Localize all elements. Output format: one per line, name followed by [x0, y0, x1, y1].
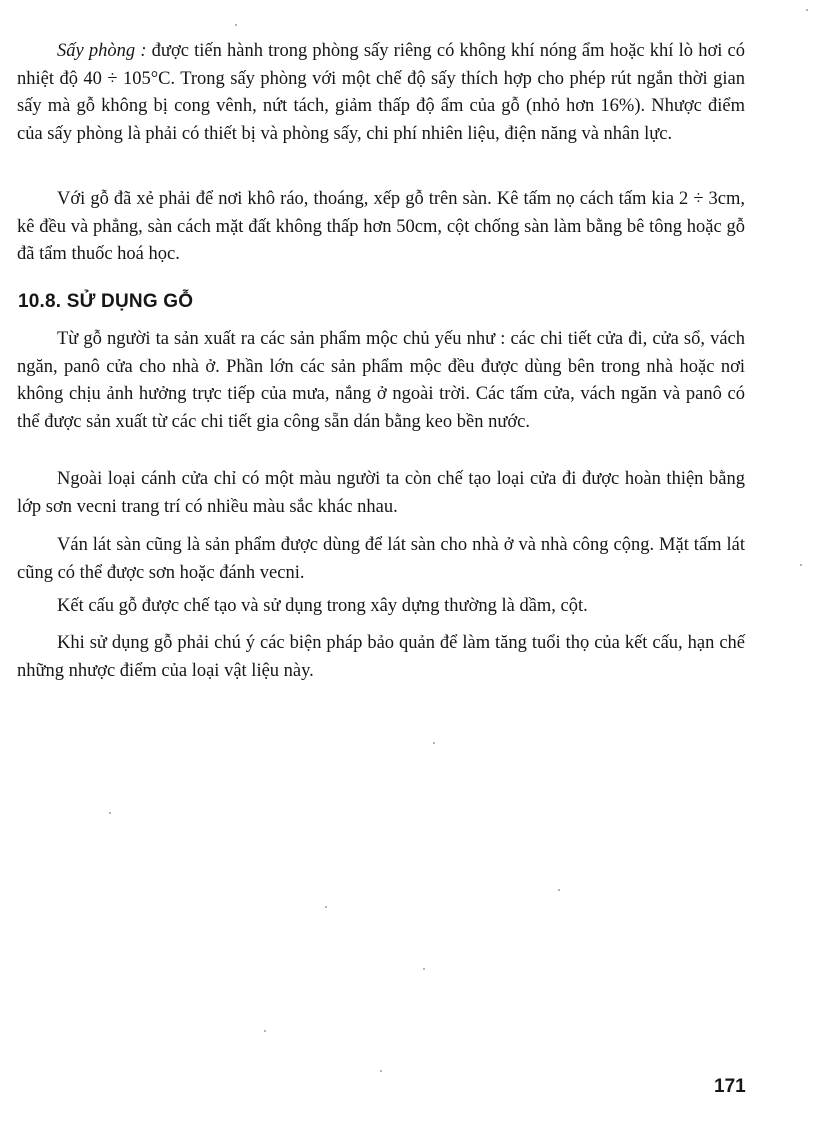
scan-speck — [109, 812, 111, 814]
scan-speck — [264, 1030, 266, 1032]
section-paragraph: Kết cấu gỗ được chế tạo và sử dụng trong xây dựng thường là dầm, cột. — [57, 596, 588, 616]
section-heading: 10.8. SỬ DỤNG GỖ — [18, 291, 194, 312]
section-paragraph: Từ gỗ người ta sản xuất ra các sản phẩm mộc chủ yếu như : các chi tiết cửa đi, cửa sổ, vách ngăn, panô cửa cho nhà ở. Phần lớn các sản phẩm mộc đều được dùng bên trong nhà hoặc nơi không chịu ảnh hưởng trực tiếp của mưa, nắng ở ngoài trời. Các tấm cửa, vách ngăn và panô có thể được sản xuất từ các chi tiết gia công sẵn dán bằng keo bền nước. — [17, 329, 745, 432]
section-paragraph: Ván lát sàn cũng là sản phẩm được dùng để lát sàn cho nhà ở và nhà công cộng. Mặt tấm lát cũng có thể được sơn hoặc đánh vecni. — [17, 535, 745, 583]
section-paragraph: Khi sử dụng gỗ phải chú ý các biện pháp bảo quản để làm tăng tuổi thọ của kết cấu, hạn chế những nhược điểm của loại vật liệu này. — [17, 633, 745, 681]
page-number: 171 — [714, 1076, 746, 1097]
scan-speck — [235, 24, 237, 26]
scan-speck — [380, 1070, 382, 1072]
paragraph-say-phong — [17, 38, 745, 148]
section-paragraph: Ngoài loại cánh cửa chỉ có một màu người ta còn chế tạo loại cửa đi được hoàn thiện bằng lớp sơn vecni trang trí có nhiều màu sắc khác nhau. — [17, 469, 745, 517]
scan-speck — [806, 9, 808, 11]
scan-speck — [325, 906, 327, 908]
scan-speck — [433, 742, 435, 744]
paragraph-text: được tiến hành trong phòng sấy riêng có không khí nóng ẩm hoặc khí lò hơi có nhiệt độ 40 ÷ 105°C. Trong sấy phòng với một chế độ sấy thích hợp cho phép rút ngắn thời gian sấy mà gỗ không bị cong vênh, nứt tách, giảm thấp độ ẩm của gỗ (nhỏ hơn 16%). Nhược điểm của sấy phòng là phải có thiết bị và phòng sấy, chi phí nhiên liệu, điện năng và nhân lực. — [17, 41, 746, 144]
scan-speck — [423, 968, 425, 970]
scan-speck — [558, 889, 560, 891]
paragraph-lead-term: Sấy phòng : — [57, 41, 147, 61]
paragraph-storage: Với gỗ đã xẻ phải để nơi khô ráo, thoáng, xếp gỗ trên sàn. Kê tấm nọ cách tấm kia 2 ÷ 3cm, kê đều và phẳng, sàn cách mặt đất không thấp hơn 50cm, cột chống sàn làm bằng bê tông hoặc gỗ đã tẩm thuốc hoá học. — [17, 189, 745, 264]
scan-speck — [800, 564, 802, 566]
